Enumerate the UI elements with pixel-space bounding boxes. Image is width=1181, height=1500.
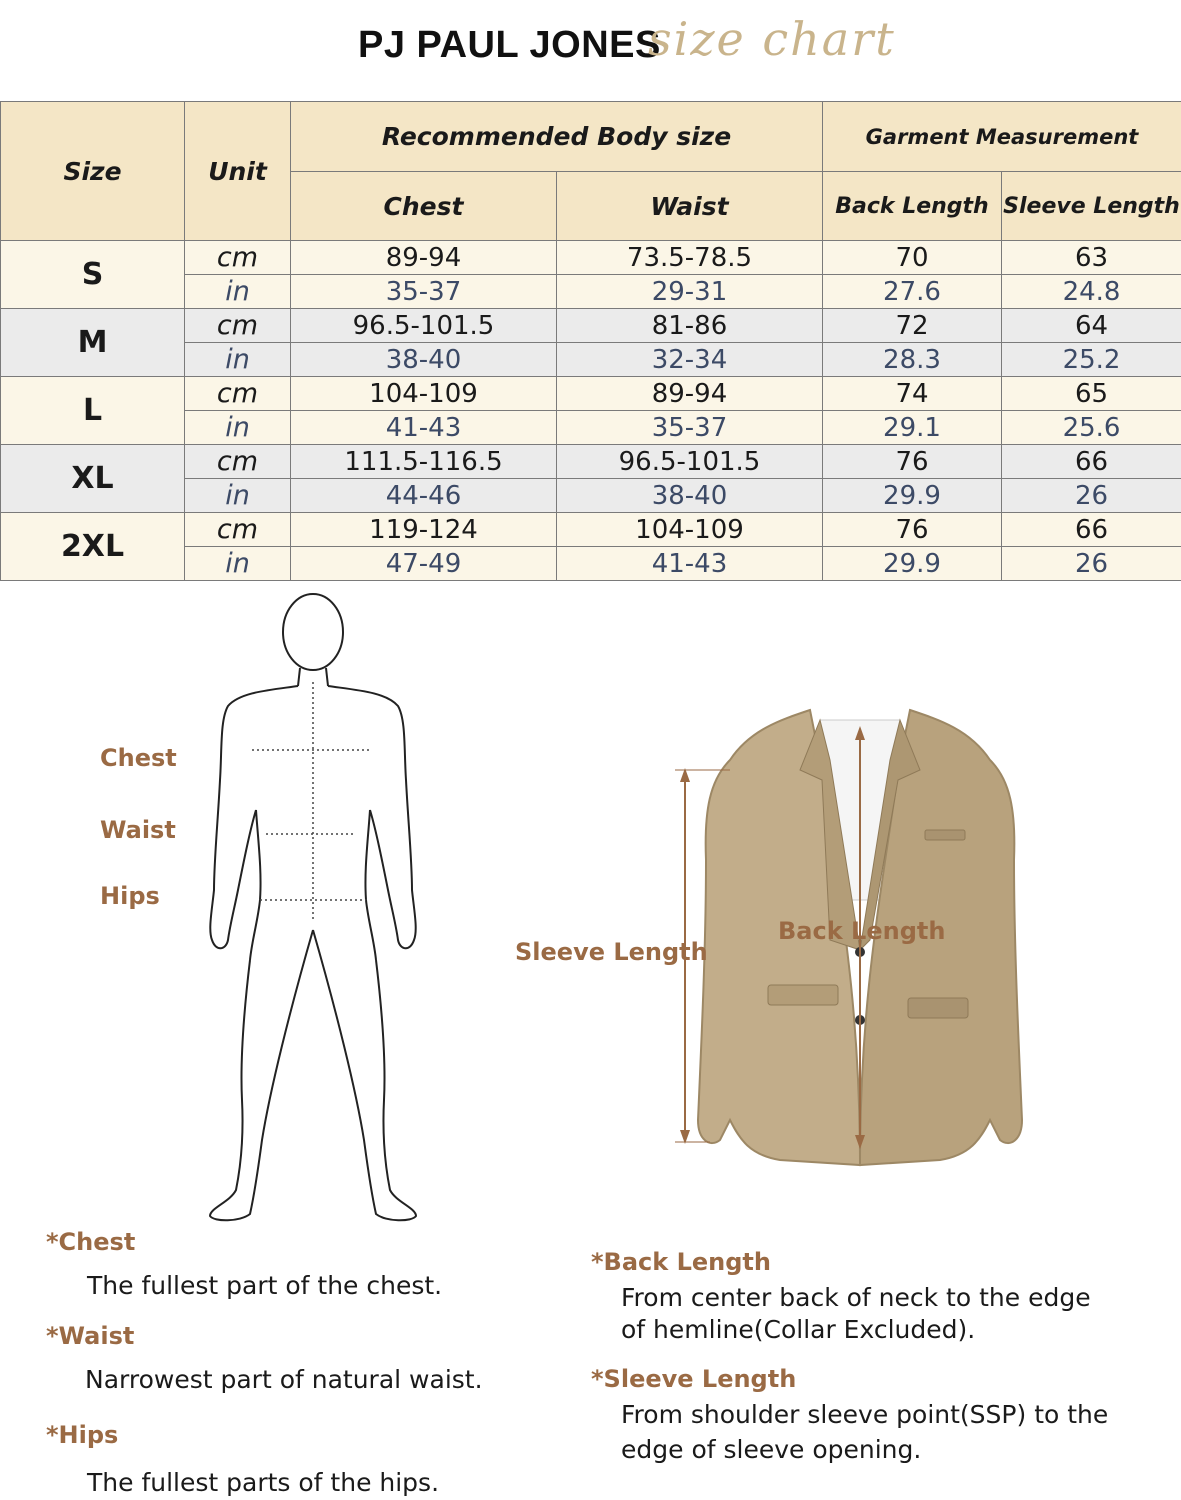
waist-value: 41-43 bbox=[557, 547, 823, 581]
header-back-length: Back Length bbox=[823, 172, 1002, 241]
chest-value: 104-109 bbox=[291, 377, 557, 411]
unit-cell: cm bbox=[185, 241, 291, 275]
back-length-value: 70 bbox=[823, 241, 1002, 275]
unit-cell: in bbox=[185, 547, 291, 581]
size-table bbox=[0, 101, 1181, 581]
waist-value: 38-40 bbox=[557, 479, 823, 513]
waist-value: 96.5-101.5 bbox=[557, 445, 823, 479]
chest-value: 111.5-116.5 bbox=[291, 445, 557, 479]
waist-value: 29-31 bbox=[557, 275, 823, 309]
back-length-value: 28.3 bbox=[823, 343, 1002, 377]
note-chest-text: The fullest part of the chest. bbox=[87, 1271, 443, 1300]
unit-cell: in bbox=[185, 343, 291, 377]
note-waist-title: *Waist bbox=[46, 1322, 135, 1350]
figure-label-chest: Chest bbox=[100, 744, 177, 772]
note-back-length-text-2: of hemline(Collar Excluded). bbox=[621, 1315, 976, 1344]
chest-value: 41-43 bbox=[291, 411, 557, 445]
sleeve-length-value: 64 bbox=[1002, 309, 1181, 343]
back-length-value: 29.9 bbox=[823, 479, 1002, 513]
header-garment-measurement: Garment Measurement bbox=[823, 102, 1181, 172]
sleeve-length-value: 66 bbox=[1002, 513, 1181, 547]
brand-name: PJ PAUL JONES bbox=[358, 24, 661, 66]
chest-value: 44-46 bbox=[291, 479, 557, 513]
waist-value: 89-94 bbox=[557, 377, 823, 411]
back-length-value: 76 bbox=[823, 445, 1002, 479]
sleeve-length-value: 63 bbox=[1002, 241, 1181, 275]
sleeve-length-value: 24.8 bbox=[1002, 275, 1181, 309]
note-back-length-title: *Back Length bbox=[591, 1248, 771, 1276]
unit-cell: cm bbox=[185, 377, 291, 411]
note-back-length-text-1: From center back of neck to the edge bbox=[621, 1283, 1091, 1312]
chest-value: 38-40 bbox=[291, 343, 557, 377]
chest-value: 119-124 bbox=[291, 513, 557, 547]
note-hips-title: *Hips bbox=[46, 1421, 119, 1449]
note-chest-title: *Chest bbox=[46, 1228, 136, 1256]
table-row bbox=[1, 309, 1181, 343]
sleeve-length-value: 25.6 bbox=[1002, 411, 1181, 445]
back-length-value: 74 bbox=[823, 377, 1002, 411]
waist-value: 104-109 bbox=[557, 513, 823, 547]
waist-value: 35-37 bbox=[557, 411, 823, 445]
waist-value: 81-86 bbox=[557, 309, 823, 343]
body-outline-icon bbox=[200, 590, 430, 1230]
note-sleeve-length-text-2: edge of sleeve opening. bbox=[621, 1435, 922, 1464]
note-sleeve-length-title: *Sleeve Length bbox=[591, 1365, 797, 1393]
note-waist-text: Narrowest part of natural waist. bbox=[85, 1365, 483, 1394]
figure-label-sleeve-length: Sleeve Length bbox=[515, 938, 708, 966]
size-label: L bbox=[1, 377, 185, 445]
sleeve-length-value: 25.2 bbox=[1002, 343, 1181, 377]
sleeve-length-value: 65 bbox=[1002, 377, 1181, 411]
unit-cell: cm bbox=[185, 445, 291, 479]
note-hips-text: The fullest parts of the hips. bbox=[87, 1468, 440, 1497]
table-row bbox=[1, 241, 1181, 275]
size-label: 2XL bbox=[1, 513, 185, 581]
chest-value: 89-94 bbox=[291, 241, 557, 275]
unit-cell: cm bbox=[185, 309, 291, 343]
back-length-value: 76 bbox=[823, 513, 1002, 547]
header-sleeve-length: Sleeve Length bbox=[1002, 172, 1181, 241]
header-size: Size bbox=[1, 102, 185, 241]
unit-cell: in bbox=[185, 411, 291, 445]
back-length-value: 72 bbox=[823, 309, 1002, 343]
chest-value: 35-37 bbox=[291, 275, 557, 309]
header-unit: Unit bbox=[185, 102, 291, 241]
table-row bbox=[1, 445, 1181, 479]
waist-value: 73.5-78.5 bbox=[557, 241, 823, 275]
unit-cell: cm bbox=[185, 513, 291, 547]
back-length-value: 29.9 bbox=[823, 547, 1002, 581]
figure-label-waist: Waist bbox=[100, 816, 176, 844]
note-sleeve-length-text-1: From shoulder sleeve point(SSP) to the bbox=[621, 1400, 1109, 1429]
sleeve-length-value: 26 bbox=[1002, 547, 1181, 581]
figure-label-back-length: Back Length bbox=[778, 917, 946, 945]
size-chart-script-title: size chart bbox=[648, 12, 896, 66]
header-waist: Waist bbox=[557, 172, 823, 241]
figure-label-hips: Hips bbox=[100, 882, 160, 910]
waist-value: 32-34 bbox=[557, 343, 823, 377]
size-label: S bbox=[1, 241, 185, 309]
header-recommended-body-size: Recommended Body size bbox=[291, 102, 823, 172]
back-length-value: 29.1 bbox=[823, 411, 1002, 445]
back-length-value: 27.6 bbox=[823, 275, 1002, 309]
unit-cell: in bbox=[185, 479, 291, 513]
chest-value: 96.5-101.5 bbox=[291, 309, 557, 343]
table-row bbox=[1, 377, 1181, 411]
header-chest: Chest bbox=[291, 172, 557, 241]
chest-value: 47-49 bbox=[291, 547, 557, 581]
size-label: XL bbox=[1, 445, 185, 513]
sleeve-length-value: 66 bbox=[1002, 445, 1181, 479]
size-label: M bbox=[1, 309, 185, 377]
sleeve-length-value: 26 bbox=[1002, 479, 1181, 513]
unit-cell: in bbox=[185, 275, 291, 309]
table-row bbox=[1, 513, 1181, 547]
